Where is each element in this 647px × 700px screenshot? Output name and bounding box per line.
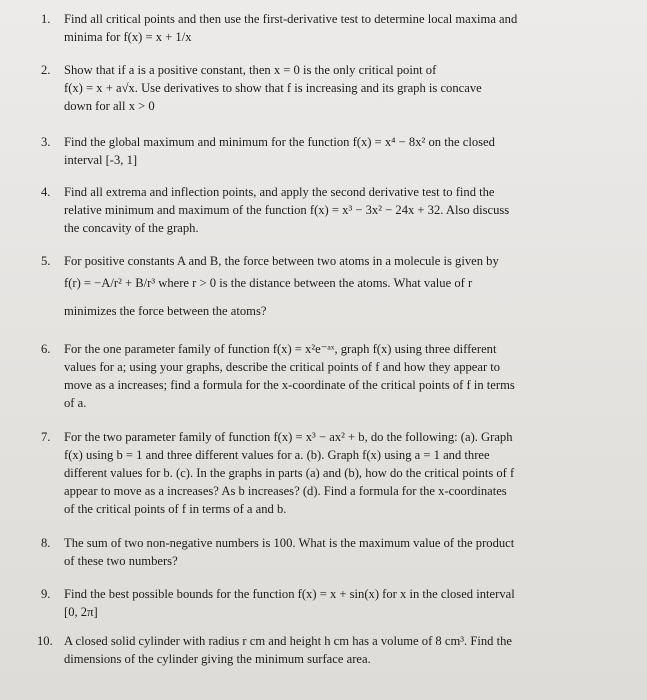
problem-number: 10. — [37, 634, 53, 648]
problem-number: 1. — [41, 12, 51, 26]
problem-number: 9. — [41, 587, 51, 601]
problem-text-line: down for all x > 0 — [64, 99, 155, 113]
problem-text-line: f(x) using b = 1 and three different values for a. (b). Graph f(x) using a = 1 and three — [64, 448, 490, 462]
problem-text-line: minimizes the force between the atoms? — [64, 304, 267, 318]
problem-number: 3. — [41, 135, 51, 149]
problem-text-line: For the one parameter family of function f(x) = x²e⁻ᵃˣ, graph f(x) using three different — [64, 342, 497, 356]
problem-text-line: dimensions of the cylinder giving the minimum surface area. — [64, 652, 371, 666]
problem-text-line: For positive constants A and B, the force between two atoms in a molecule is given by — [64, 254, 499, 268]
problem-text-line: of the critical points of f in terms of a and b. — [64, 502, 287, 516]
problem-number: 2. — [41, 63, 51, 77]
problem-text-line: Find the global maximum and minimum for the function f(x) = x⁴ − 8x² on the closed — [64, 135, 495, 149]
problem-text-line: relative minimum and maximum of the function f(x) = x³ − 3x² − 24x + 32. Also discuss — [64, 203, 510, 217]
problem-text-line: the concavity of the graph. — [64, 221, 199, 235]
problem-text-line: [0, 2π] — [64, 605, 98, 619]
problem-text-line: A closed solid cylinder with radius r cm and height h cm has a volume of 8 cm³. Find the — [64, 634, 512, 648]
problem-text-line: f(x) = x + a√x. Use derivatives to show that f is increasing and its graph is concave — [64, 81, 482, 95]
problem-number: 5. — [41, 254, 51, 268]
problem-number: 7. — [41, 430, 51, 444]
problem-text-line: different values for b. (c). In the graphs in parts (a) and (b), how do the critical points of f — [64, 466, 515, 480]
problem-text-line: interval [-3, 1] — [64, 153, 138, 167]
problem-text-line: Show that if a is a positive constant, then x = 0 is the only critical point of — [64, 63, 437, 77]
problem-text-line: Find all critical points and then use the first-derivative test to determine local maxima and — [64, 12, 518, 26]
problem-text-line: The sum of two non-negative numbers is 100. What is the maximum value of the product — [64, 536, 515, 550]
problem-text-line: appear to move as a increases? As b increases? (d). Find a formula for the x-coordinates — [64, 484, 507, 498]
problem-text-line: For the two parameter family of function f(x) = x³ − ax² + b, do the following: (a). Graph — [64, 430, 513, 444]
problem-text-line: of a. — [64, 396, 87, 410]
problem-text-line: f(r) = −A/r² + B/r³ where r > 0 is the distance between the atoms. What value of r — [64, 276, 473, 290]
problem-text-line: Find the best possible bounds for the function f(x) = x + sin(x) for x in the closed interval — [64, 587, 515, 601]
problem-text-line: Find all extrema and inflection points, and apply the second derivative test to find the — [64, 185, 495, 199]
problem-number: 4. — [41, 185, 51, 199]
problem-text-line: minima for f(x) = x + 1/x — [64, 30, 192, 44]
problem-text-line: of these two numbers? — [64, 554, 178, 568]
problem-text-line: values for a; using your graphs, describe the critical points of f and how they appear to — [64, 360, 501, 374]
problem-text-line: move as a increases; find a formula for the x-coordinate of the critical points of f in terms — [64, 378, 515, 392]
problem-number: 8. — [41, 536, 51, 550]
problem-number: 6. — [41, 342, 51, 356]
